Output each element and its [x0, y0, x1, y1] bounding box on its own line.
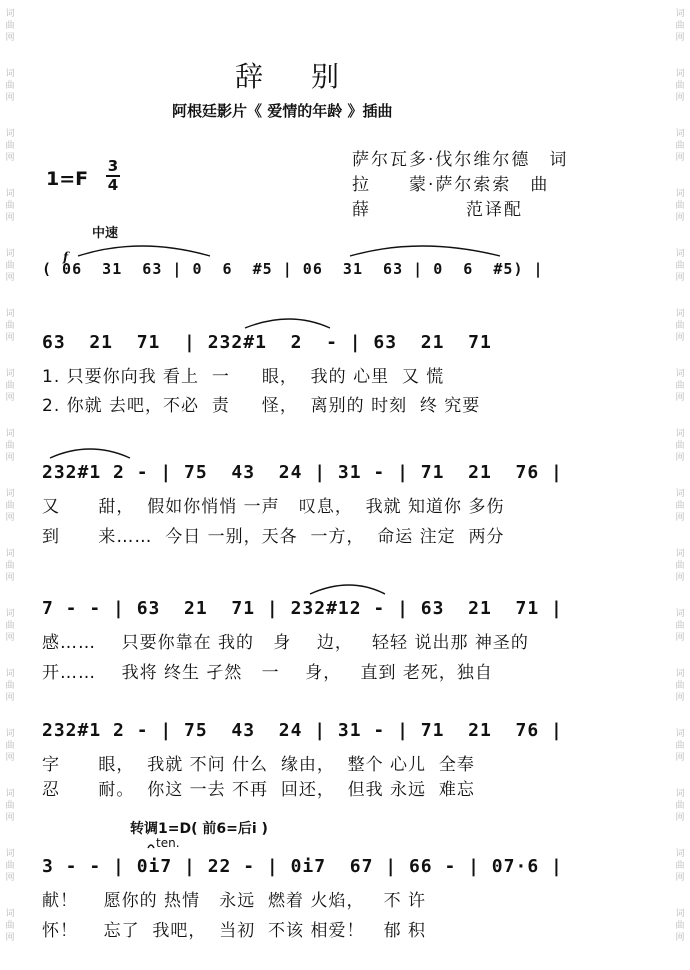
system-2-notes: 232#1 2 - | 75 43 24 | 31 - | 71 21 76 |: [42, 462, 563, 483]
intro-notes: ( 06 31 63 | 0 6 #5 | 06 31 63 | 0 6 #5) |: [42, 260, 544, 278]
slur-intro-1: [78, 246, 210, 256]
watermark-mark: 词曲网: [675, 69, 685, 103]
watermark-mark: 词曲网: [5, 129, 15, 163]
system-3-lyric-2: 开…… 我将 终生 孑然 一 身， 直到 老死，独自: [42, 663, 493, 683]
watermark-mark: 词曲网: [5, 369, 15, 403]
slur-intro-2: [350, 246, 500, 256]
watermark-mark: 词曲网: [675, 549, 685, 583]
meter-bottom: 4: [107, 176, 119, 194]
credit-lyricist: 萨尔瓦多·伐尔维尔德 词: [352, 150, 569, 170]
watermark-mark: 词曲网: [675, 489, 685, 523]
watermark-mark: 词曲网: [5, 849, 15, 883]
tempo-marking: 中速: [92, 226, 119, 241]
watermark-mark: 词曲网: [5, 189, 15, 223]
system-4-notes: 232#1 2 - | 75 43 24 | 31 - | 71 21 76 |: [42, 720, 563, 741]
watermark-mark: 词曲网: [5, 789, 15, 823]
system-1-lyric-1: 1. 只要你向我 看上 一 眼， 我的 心里 又 慌: [42, 367, 445, 387]
dynamic-marking: f: [63, 250, 69, 264]
watermark-mark: 词曲网: [675, 609, 685, 643]
watermark-mark: 词曲网: [675, 369, 685, 403]
watermark-mark: 词曲网: [5, 909, 15, 943]
watermark-mark: 词曲网: [675, 729, 685, 763]
watermark-mark: 词曲网: [5, 489, 15, 523]
system-1-lyric-2: 2. 你就 去吧，不必 责 怪， 离别的 时刻 终 究要: [42, 396, 481, 416]
credit-translator: 薛 范译配: [352, 200, 523, 220]
watermark-mark: 词曲网: [675, 789, 685, 823]
system-5-notes: 3 - - | 0i7 | 22 - | 0i7 67 | 66 - | 07·6 |: [42, 856, 563, 877]
watermark-mark: 词曲网: [5, 9, 15, 43]
watermark-mark: 词曲网: [5, 69, 15, 103]
watermark-mark: 词曲网: [5, 669, 15, 703]
system-2-lyric-1: 又 甜， 假如你悄悄 一声 叹息， 我就 知道你 多伤: [42, 497, 505, 517]
system-4-lyric-2: 忍 耐。 你这 一去 不再 回还， 但我 永远 难忘: [42, 780, 475, 800]
system-5-lyric-1: 献！ 愿你的 热情 永远 燃着 火焰， 不 许: [42, 891, 427, 911]
system-3-notes: 7 - - | 63 21 71 | 232#12 - | 63 21 71 |: [42, 598, 563, 619]
system-5-lyric-2: 怀！ 忘了 我吧， 当初 不该 相爱！ 郁 积: [42, 921, 427, 941]
credit-composer: 拉 蒙·萨尔索索 曲: [352, 175, 550, 195]
watermark-mark: 词曲网: [675, 189, 685, 223]
watermark-mark: 词曲网: [675, 669, 685, 703]
system-1-notes: 63 21 71 | 232#1 2 - | 63 21 71: [42, 332, 492, 353]
song-subtitle: 阿根廷影片《 爱情的年龄 》插曲: [172, 102, 393, 120]
watermark-mark: 词曲网: [675, 909, 685, 943]
slur-system-3: [310, 585, 385, 594]
watermark-mark: 词曲网: [675, 249, 685, 283]
slur-system-1: [245, 319, 330, 328]
watermark-mark: 词曲网: [675, 849, 685, 883]
watermark-mark: 词曲网: [675, 429, 685, 463]
watermark-mark: 词曲网: [5, 429, 15, 463]
watermark-mark: 词曲网: [5, 249, 15, 283]
system-2-lyric-2: 到 来…… 今日 一别，天各 一方， 命运 注定 两分: [42, 527, 505, 547]
song-title: 辞别: [235, 60, 388, 93]
system-3-lyric-1: 感…… 只要你靠在 我的 身 边， 轻轻 说出那 神圣的: [42, 633, 529, 653]
watermark-mark: 词曲网: [675, 309, 685, 343]
meter-top: 3: [107, 157, 119, 175]
slur-system-2: [50, 449, 130, 458]
system-4-lyric-1: 字 眼， 我就 不问 什么 缘由， 整个 心儿 全奉: [42, 755, 475, 775]
watermark-mark: 词曲网: [675, 9, 685, 43]
tenuto-marking: ten.: [156, 836, 180, 850]
modulation-marking: 转调1=D( 前6=后i ): [130, 821, 268, 837]
fermata-mark: [148, 845, 154, 848]
watermark-mark: 词曲网: [5, 729, 15, 763]
watermark-mark: 词曲网: [5, 609, 15, 643]
watermark-mark: 词曲网: [675, 129, 685, 163]
watermark-mark: 词曲网: [5, 549, 15, 583]
watermark-mark: 词曲网: [5, 309, 15, 343]
key-signature: 1=F: [46, 168, 89, 190]
